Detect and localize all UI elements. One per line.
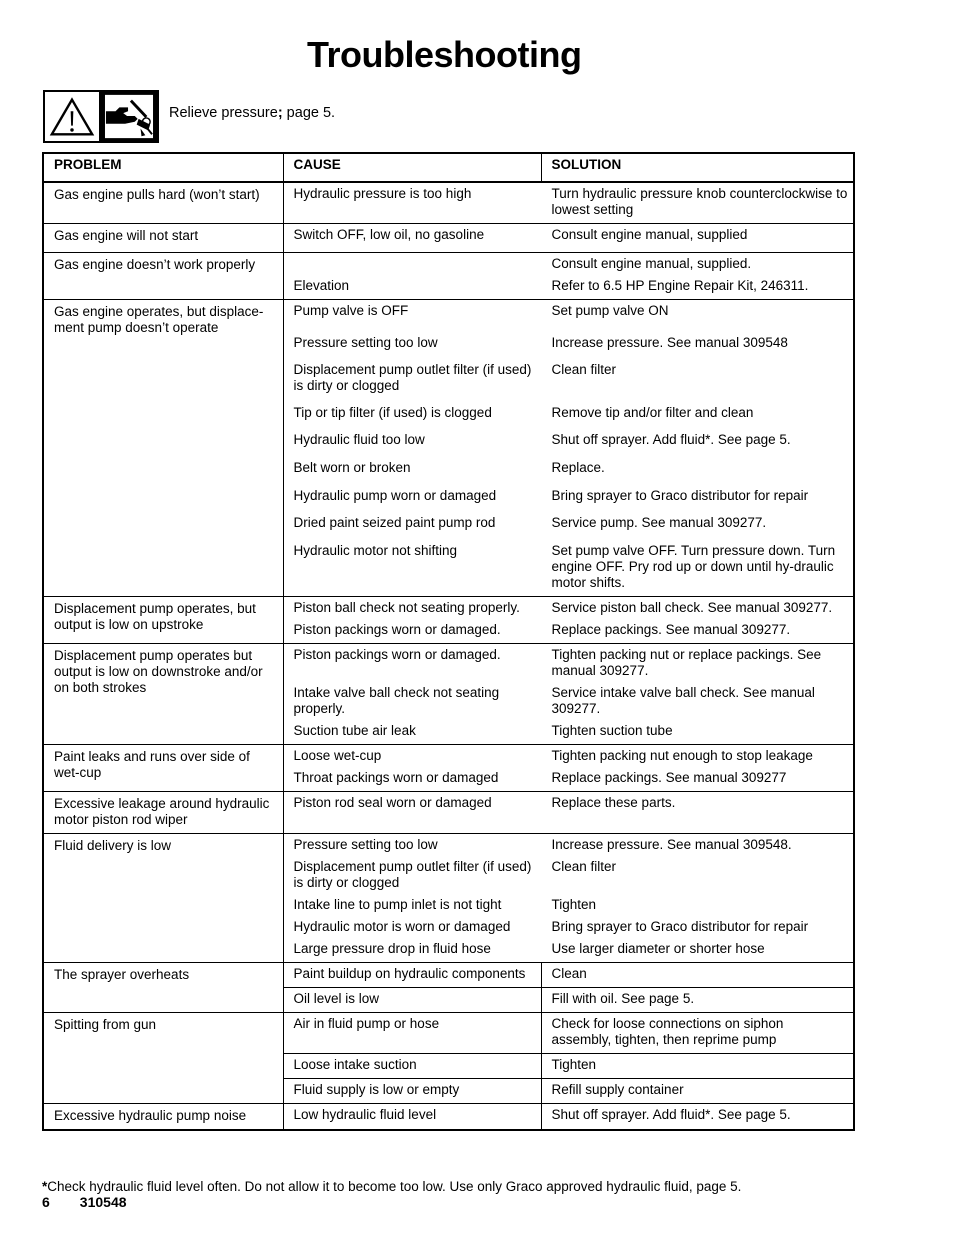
cause-text: [294, 256, 534, 272]
problem-cell: Spitting from gun: [43, 1013, 283, 1104]
cause-text: Pressure setting too low: [293, 335, 438, 350]
cause-text: Hydraulic fluid too low: [293, 432, 425, 447]
cause-text: Switch OFF, low oil, no gasoline: [293, 227, 485, 242]
solution-text: Bring sprayer to Graco distributor for repair: [551, 919, 809, 934]
solution-cell: Check for loose connections on siphon assembly, tighten, then reprime pump: [541, 1013, 854, 1054]
cause-text: Large pressure drop in fluid hose: [293, 941, 491, 956]
document-number: 310548: [79, 1194, 127, 1210]
cause-text: Hydraulic pressure is too high: [293, 186, 472, 201]
solution-text: Replace these parts.: [551, 795, 676, 810]
solution-text: Tighten suction tube: [551, 723, 673, 738]
table-row: [43, 644, 854, 745]
problem-cell: Gas engine doesn’t work properly: [43, 253, 283, 300]
table-row: [43, 1013, 854, 1054]
cause-solution-cell: [283, 253, 854, 300]
page-title: Troubleshooting: [307, 34, 582, 75]
problem-cell: Gas engine will not start: [43, 224, 283, 253]
cause-text: Displacement pump outlet filter (if used) is dirty or clogged: [293, 362, 532, 393]
cause-solution-cell: [283, 834, 854, 963]
solution-cell: Shut off sprayer. Add fluid*. See page 5.: [541, 1104, 854, 1131]
footnote: *Check hydraulic fluid level often. Do not allow it to become too low. Use only Graco approved hydraulic fluid, page 5.: [42, 1179, 742, 1194]
solution-cell: Tighten: [541, 1054, 854, 1079]
cause-cell: Loose intake suction: [283, 1054, 541, 1079]
solution-text: Clean filter: [551, 362, 617, 377]
cause-text: Pressure setting too low: [293, 837, 438, 852]
cause-text: Dried paint seized paint pump rod: [293, 515, 496, 530]
troubleshooting-table: [42, 152, 855, 1131]
table-row: [43, 597, 854, 644]
cause-solution-cell: [283, 224, 854, 253]
table-row: [43, 1104, 854, 1131]
cause-text: Piston packings worn or damaged.: [293, 622, 501, 637]
cause-text: Pump valve is OFF: [293, 303, 409, 318]
solution-text: Shut off sprayer. Add fluid*. See page 5.: [551, 432, 791, 447]
cause-cell: Paint buildup on hydraulic components: [283, 963, 541, 988]
problem-cell: Fluid delivery is low: [43, 834, 283, 963]
cause-text: Suction tube air leak: [293, 723, 416, 738]
hand-injection-icon: [101, 92, 157, 141]
solution-text: Service piston ball check. See manual 309277.: [551, 600, 833, 615]
problem-cell: Displacement pump operates but output is low on downstroke and/or on both strokes: [43, 644, 283, 745]
solution-text: Use larger diameter or shorter hose: [551, 941, 765, 956]
header-solution: SOLUTION: [541, 153, 854, 182]
cause-solution-cell: [283, 745, 854, 792]
problem-cell: Gas engine operates, but displace-ment pump doesn’t operate: [43, 300, 283, 597]
cause-text: Elevation: [293, 278, 350, 293]
solution-text: Consult engine manual, supplied: [551, 227, 748, 242]
table-row: [43, 792, 854, 834]
solution-text: Remove tip and/or filter and clean: [551, 405, 754, 420]
cause-solution-cell: [283, 182, 854, 224]
table-header-row: [43, 153, 854, 182]
cause-cell: Oil level is low: [283, 988, 541, 1013]
cause-text: Piston ball check not seating properly.: [293, 600, 520, 615]
table-row: [43, 253, 854, 300]
cause-solution-cell: [283, 644, 854, 745]
cause-text: Belt worn or broken: [293, 460, 411, 475]
cause-text: Hydraulic pump worn or damaged: [293, 488, 497, 503]
warning-triangle-icon: [45, 92, 101, 141]
solution-text: Clean filter: [551, 859, 617, 874]
solution-text: Consult engine manual, supplied.: [551, 256, 752, 271]
solution-text: Refer to 6.5 HP Engine Repair Kit, 246311.: [551, 278, 809, 293]
header-problem: PROBLEM: [43, 153, 283, 182]
cause-cell: Air in fluid pump or hose: [283, 1013, 541, 1054]
solution-cell: Refill supply container: [541, 1079, 854, 1104]
cause-solution-cell: [283, 792, 854, 834]
cause-text: Displacement pump outlet filter (if used) is dirty or clogged: [293, 859, 532, 890]
solution-text: Set pump valve OFF. Turn pressure down. Turn engine OFF. Pry rod up or down until hy-draulic motor shifts.: [551, 543, 836, 590]
table-row: [43, 834, 854, 963]
cause-text: Intake line to pump inlet is not tight: [293, 897, 502, 912]
solution-text: Tighten: [551, 897, 597, 912]
cause-text: Hydraulic motor not shifting: [293, 543, 458, 558]
relieve-pressure-note: Relieve pressure; page 5.: [169, 105, 336, 121]
solution-text: Service pump. See manual 309277.: [551, 515, 767, 530]
table-row: [43, 182, 854, 224]
solution-text: Tighten packing nut enough to stop leakage: [551, 748, 813, 763]
solution-text: Set pump valve ON: [551, 303, 669, 318]
cause-text: Hydraulic motor is worn or damaged: [293, 919, 511, 934]
solution-text: Tighten packing nut or replace packings. See manual 309277.: [551, 647, 822, 678]
cause-cell: Fluid supply is low or empty: [283, 1079, 541, 1104]
problem-cell: Excessive leakage around hydraulic motor piston rod wiper: [43, 792, 283, 834]
solution-cell: Fill with oil. See page 5.: [541, 988, 854, 1013]
table-row: [43, 300, 854, 597]
page-number: 6: [42, 1194, 50, 1210]
problem-cell: Displacement pump operates, but output is low on upstroke: [43, 597, 283, 644]
cause-text: Piston rod seal worn or damaged: [293, 795, 492, 810]
solution-text: Replace packings. See manual 309277: [551, 770, 787, 785]
cause-solution-cell: [283, 597, 854, 644]
cause-solution-cell: [283, 300, 854, 597]
warning-symbols: [43, 90, 159, 143]
solution-text: Increase pressure. See manual 309548: [551, 335, 788, 350]
problem-cell: Paint leaks and runs over side of wet-cup: [43, 745, 283, 792]
solution-text: Replace packings. See manual 309277.: [551, 622, 791, 637]
cause-text: Piston packings worn or damaged.: [293, 647, 501, 662]
cause-text: Loose wet-cup: [293, 748, 382, 763]
table-row: [43, 745, 854, 792]
solution-text: Replace.: [551, 460, 605, 475]
cause-text: Intake valve ball check not seating properly.: [293, 685, 500, 716]
cause-cell: Low hydraulic fluid level: [283, 1104, 541, 1131]
solution-text: Increase pressure. See manual 309548.: [551, 837, 792, 852]
table-row: [43, 963, 854, 988]
cause-text: Throat packings worn or damaged: [293, 770, 499, 785]
problem-cell: The sprayer overheats: [43, 963, 283, 1013]
problem-cell: Gas engine pulls hard (won’t start): [43, 182, 283, 224]
problem-cell: Excessive hydraulic pump noise: [43, 1104, 283, 1131]
table-row: [43, 224, 854, 253]
solution-text: Service intake valve ball check. See manual 309277.: [551, 685, 815, 716]
page-footer: [42, 1194, 157, 1210]
solution-cell: Clean: [541, 963, 854, 988]
solution-text: Turn hydraulic pressure knob counterclockwise to lowest setting: [551, 186, 848, 217]
solution-text: Bring sprayer to Graco distributor for repair: [551, 488, 809, 503]
cause-text: Tip or tip filter (if used) is clogged: [293, 405, 492, 420]
header-cause: CAUSE: [283, 153, 541, 182]
